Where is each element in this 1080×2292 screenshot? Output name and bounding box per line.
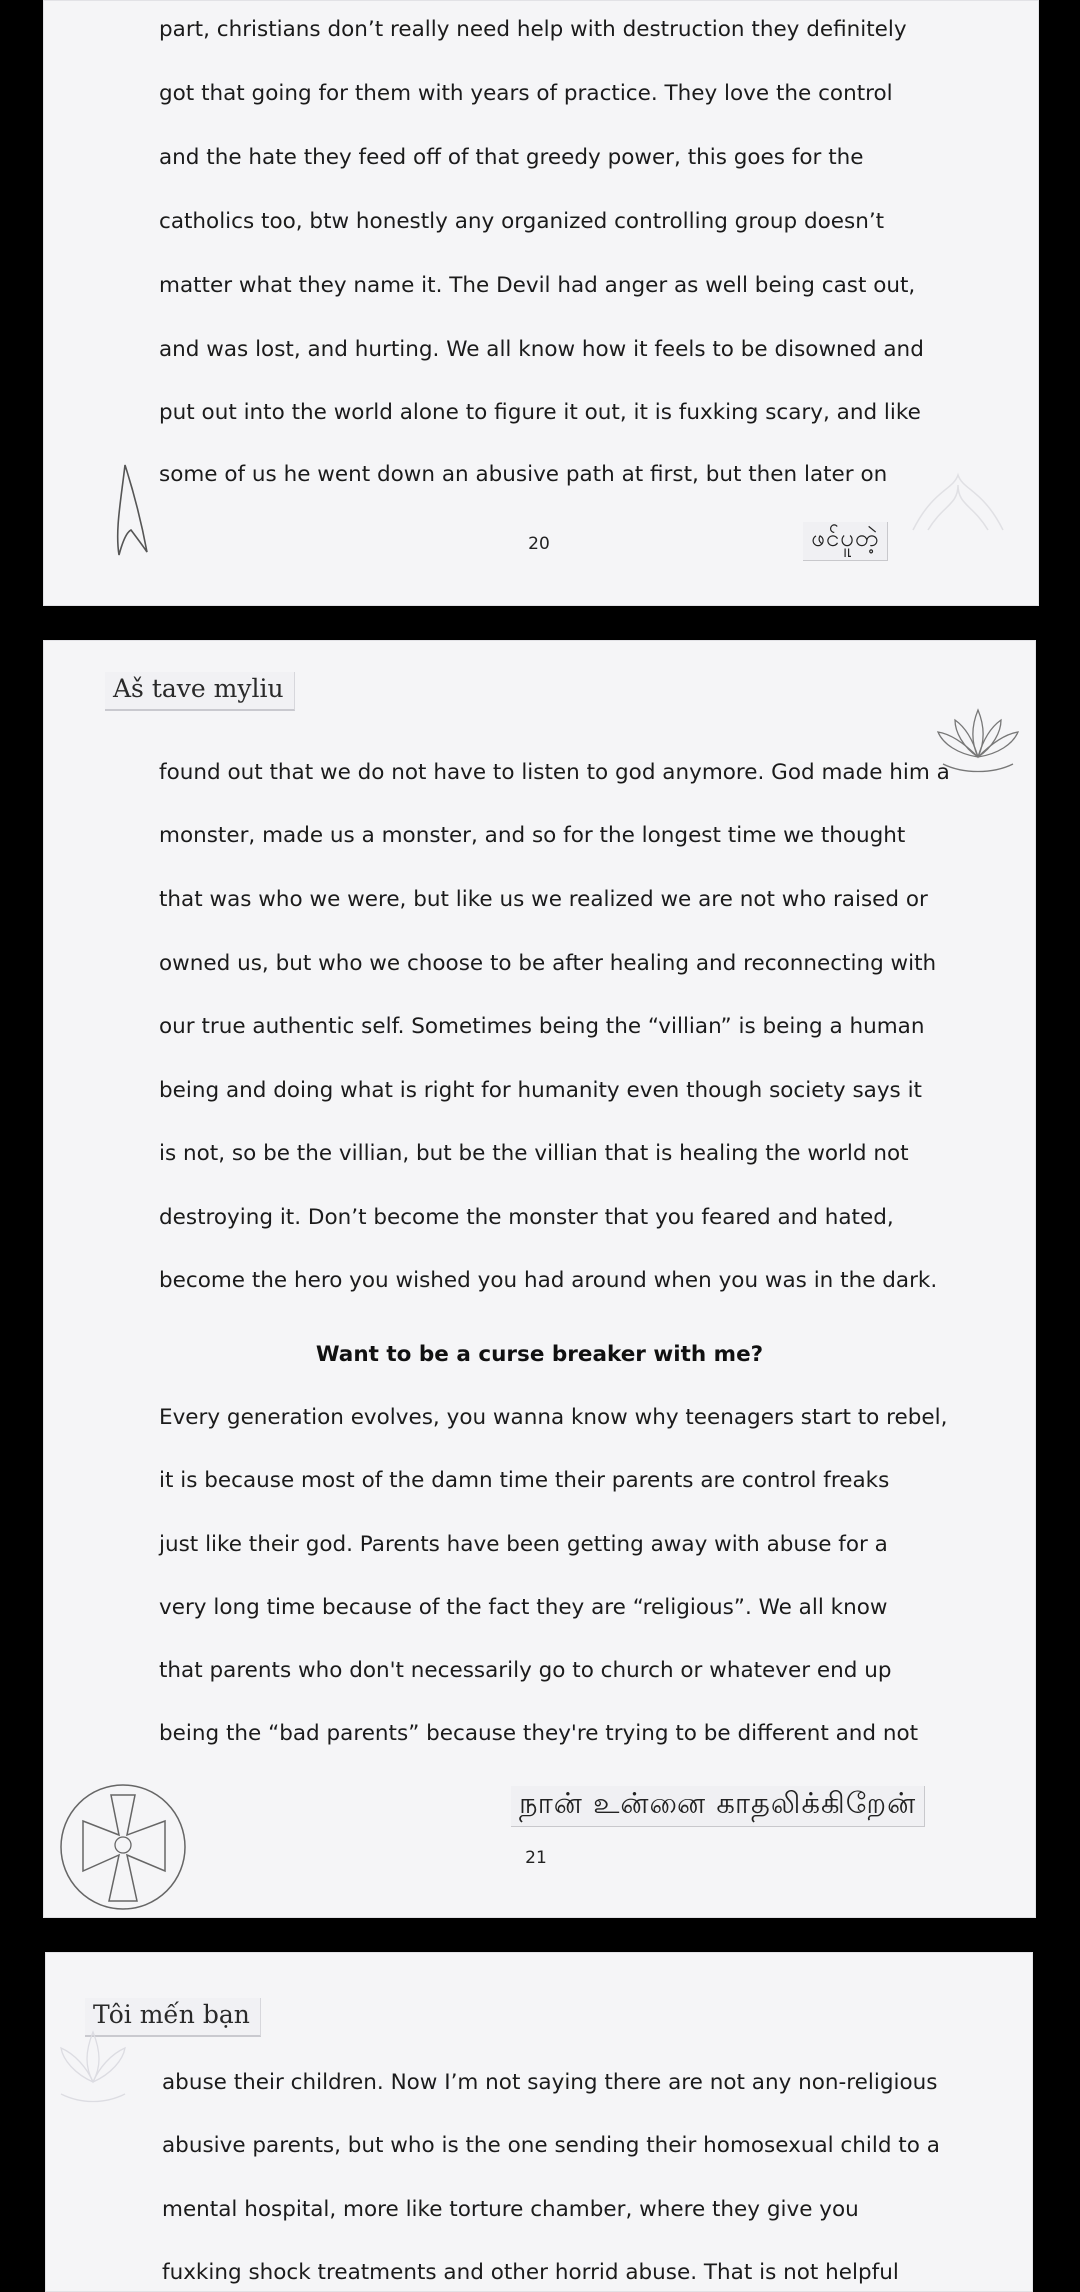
faint-lotus-icon xyxy=(53,2022,133,2112)
vietnamese-heading-label: Tôi mến bạn xyxy=(85,1998,261,2037)
tamil-label: நான் உன்னை காதலிக்கிறேன் xyxy=(511,1786,925,1827)
body-line: part, christians don’t really need help with destruction they definitely xyxy=(159,17,907,42)
body-line: destroying it. Don’t become the monster that you feared and hated, xyxy=(159,1205,894,1230)
body-line: abusive parents, but who is the one sending their homosexual child to a xyxy=(162,2133,940,2158)
body-line: fuxking shock treatments and other horrid abuse. That is not helpful xyxy=(162,2260,899,2285)
body-line: that was who we were, but like us we realized we are not who raised or xyxy=(159,887,928,912)
body-line: our true authentic self. Sometimes being the “villian” is being a human xyxy=(159,1014,925,1039)
flame-doodle-icon xyxy=(113,460,153,560)
burmese-label: ဖင်ပူတဲ့ xyxy=(803,522,888,561)
page-22 xyxy=(45,1952,1033,2292)
body-line: being the “bad parents” because they're trying to be different and not xyxy=(159,1721,919,1746)
lithuanian-heading-label: Aš tave myliu xyxy=(105,672,295,711)
body-line: is not, so be the villian, but be the villian that is healing the world not xyxy=(159,1141,909,1166)
body-line: and the hate they feed off of that greedy power, this goes for the xyxy=(159,145,864,170)
body-line: matter what they name it. The Devil had anger as well being cast out, xyxy=(159,273,916,298)
body-line: found out that we do not have to listen to god anymore. God made him a xyxy=(159,760,950,785)
body-line: owned us, but who we choose to be after healing and reconnecting with xyxy=(159,951,937,976)
body-line: just like their god. Parents have been getting away with abuse for a xyxy=(159,1532,888,1557)
body-line: and was lost, and hurting. We all know how it feels to be disowned and xyxy=(159,337,924,362)
cross-circle-doodle-icon xyxy=(53,1775,213,1915)
section-heading: Want to be a curse breaker with me? xyxy=(315,1342,764,1367)
page-number: 21 xyxy=(525,1848,547,1868)
body-line: mental hospital, more like torture chamber, where they give you xyxy=(162,2197,859,2222)
page-21 xyxy=(43,640,1036,1918)
body-line: Every generation evolves, you wanna know why teenagers start to rebel, xyxy=(159,1405,948,1430)
page-number: 20 xyxy=(528,534,550,554)
page-20 xyxy=(43,0,1039,606)
body-line: got that going for them with years of practice. They love the control xyxy=(159,81,893,106)
body-line: catholics too, btw honestly any organized controlling group doesn’t xyxy=(159,209,885,234)
body-line: monster, made us a monster, and so for the longest time we thought xyxy=(159,823,906,848)
lotus-sketch-icon xyxy=(903,470,1013,540)
body-line: become the hero you wished you had around when you was in the dark. xyxy=(159,1268,938,1293)
body-line: being and doing what is right for humanity even though society says it xyxy=(159,1078,922,1103)
body-line: that parents who don't necessarily go to church or whatever end up xyxy=(159,1658,892,1683)
body-line: abuse their children. Now I’m not saying there are not any non-religious xyxy=(162,2070,938,2095)
body-line: put out into the world alone to figure it out, it is fuxking scary, and like xyxy=(159,400,921,425)
body-line: some of us he went down an abusive path at first, but then later on xyxy=(159,462,888,487)
body-line: it is because most of the damn time their parents are control freaks xyxy=(159,1468,890,1493)
body-line: very long time because of the fact they are “religious”. We all know xyxy=(159,1595,888,1620)
